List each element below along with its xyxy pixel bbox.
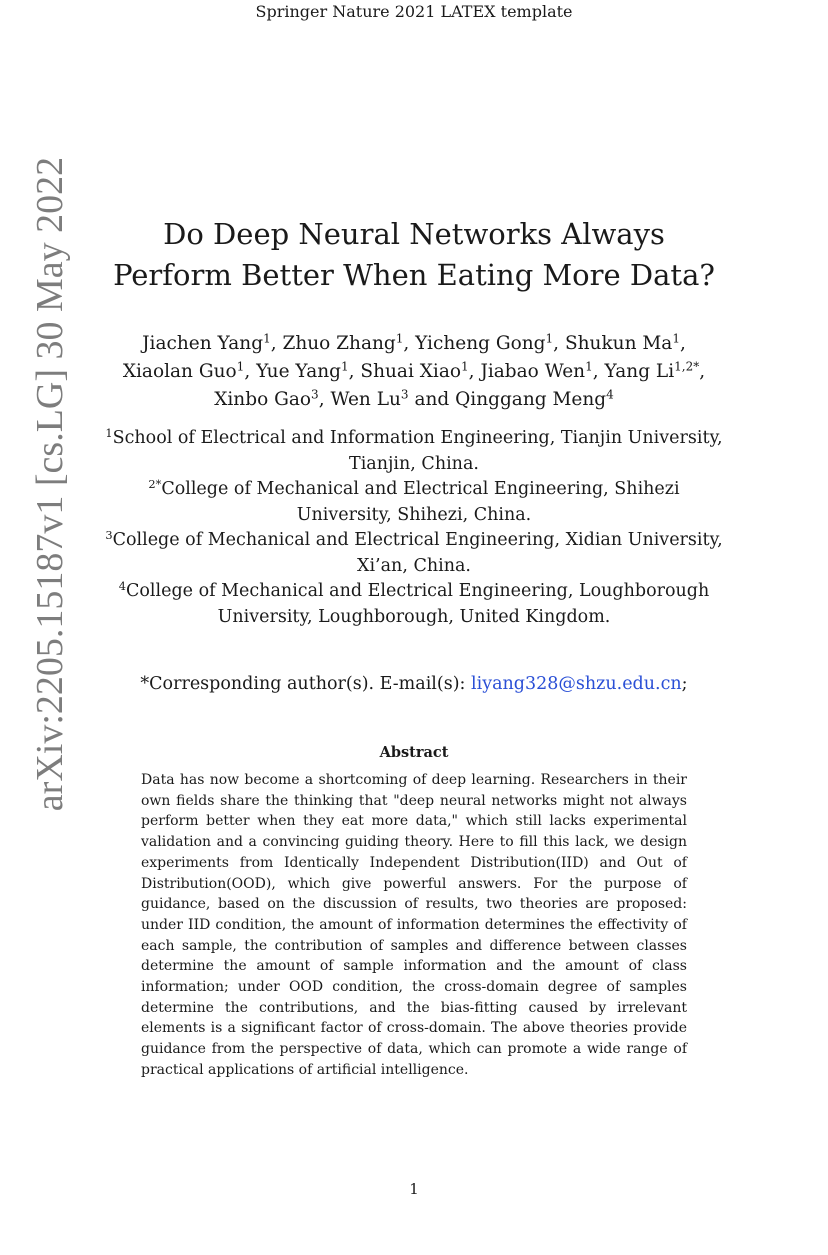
author-affiliation-mark: 4 [606, 387, 614, 402]
author-name: Jiabao Wen [480, 361, 586, 382]
affiliation-item [100, 528, 728, 579]
author-separator: , [244, 361, 257, 382]
author [360, 361, 468, 382]
paper-title: Do Deep Neural Networks Always Perform Better When Eating More Data? [113, 217, 715, 292]
author [480, 361, 592, 382]
author-affiliation-mark: 1 [395, 331, 404, 346]
author-affiliation-mark: 1 [672, 331, 680, 346]
author-name: Jiachen Yang [142, 333, 264, 354]
author-affiliation-mark: 1,2* [674, 359, 700, 374]
author [330, 389, 408, 410]
author-separator: , [270, 333, 283, 354]
corresponding-label: *Corresponding author(s). E-mail(s): [140, 674, 471, 694]
author-name: Qinggang Meng [455, 389, 607, 410]
author [565, 333, 680, 354]
affiliation-item [100, 579, 728, 630]
author-affiliation-mark: 1 [461, 359, 469, 374]
author [415, 333, 553, 354]
affiliation-item [100, 426, 728, 477]
affiliation-text: School of Electrical and Information Engineering, Tianjin University, Tianjin, China. [112, 428, 723, 474]
affiliation-text: College of Mechanical and Electrical Engineering, Loughborough University, Loughborough, United Kingdom. [125, 581, 710, 627]
author-name: Xinbo Gao [214, 389, 312, 410]
affiliation-list [100, 426, 728, 630]
affiliation-text: College of Mechanical and Electrical Engineering, Xidian University, Xi’an, China. [112, 530, 723, 576]
author-separator: , [468, 361, 481, 382]
author-list [108, 330, 720, 414]
abstract-body: Data has now become a shortcoming of deep learning. Researchers in their own fields share the thinking that "deep neural networks might not always perform better when they eat more data," which still lacks experimental validation and a convincing guiding theory. Here to fill this lack, we design experiments from Identically Independent Distribution(IID) and Out of Distribution(OOD), which give powerful answers. For the purpose of guidance, based on the discussion of results, two theories are proposed: under IID condition, the amount of information determines the effectivity of each sample, the contribution of samples and difference between classes determine the amount of sample information and the amount of class information; under OOD condition, the cross-domain degree of samples determine the contributions, and the bias-fitting caused by irrelevant elements is a significant factor of cross-domain. The above theories provide guidance from the perspective of data, which can promote a wide range of practical applications of artificial intelligence. [141, 772, 687, 1078]
author-affiliation-mark: 1 [585, 359, 593, 374]
author [282, 333, 403, 354]
email-link[interactable]: liyang328@shzu.edu.cn [471, 674, 682, 694]
affiliation-mark: 2* [148, 476, 162, 491]
author-separator: , [553, 333, 565, 354]
affiliation-mark: 1 [105, 425, 113, 440]
author-name: Shuai Xiao [360, 361, 462, 382]
affiliation-mark: 3 [105, 527, 113, 542]
abstract-heading: Abstract [379, 744, 449, 761]
author-separator: , [699, 361, 706, 382]
corresponding-suffix: ; [681, 674, 688, 694]
author-affiliation-mark: 1 [545, 331, 554, 346]
author-separator: , [680, 333, 686, 354]
author-name: Yicheng Gong [415, 333, 546, 354]
author-affiliation-mark: 3 [400, 387, 409, 402]
author [455, 389, 614, 410]
author [604, 361, 699, 382]
page-number: 1 [409, 1180, 419, 1198]
author-name: Zhuo Zhang [282, 333, 396, 354]
author-name: Yue Yang [256, 361, 341, 382]
affiliation-mark: 4 [118, 578, 126, 593]
author [256, 361, 349, 382]
author-separator: , [403, 333, 416, 354]
author-separator: , [592, 361, 605, 382]
author-separator: and [408, 389, 456, 410]
author-name: Yang Li [604, 361, 675, 382]
author [214, 389, 318, 410]
author-separator: , [348, 361, 361, 382]
author-affiliation-mark: 1 [236, 359, 245, 374]
author [142, 333, 271, 354]
author-name: Shukun Ma [564, 333, 673, 354]
corresponding-author [100, 674, 728, 694]
author-separator: , [318, 389, 331, 410]
affiliation-item [100, 477, 728, 528]
author-affiliation-mark: 3 [311, 387, 319, 402]
running-head: Springer Nature 2021 LATEX template [255, 2, 573, 21]
author-name: Xiaolan Guo [122, 361, 237, 382]
author [123, 361, 244, 382]
author-name: Wen Lu [330, 389, 401, 410]
arxiv-identifier-stamp: arXiv:2205.15187v1 [cs.LG] 30 May 2022 [29, 156, 71, 812]
affiliation-text: College of Mechanical and Electrical Engineering, Shihezi University, Shihezi, China. [161, 479, 680, 525]
author-affiliation-mark: 1 [263, 331, 271, 346]
author-affiliation-mark: 1 [341, 359, 349, 374]
